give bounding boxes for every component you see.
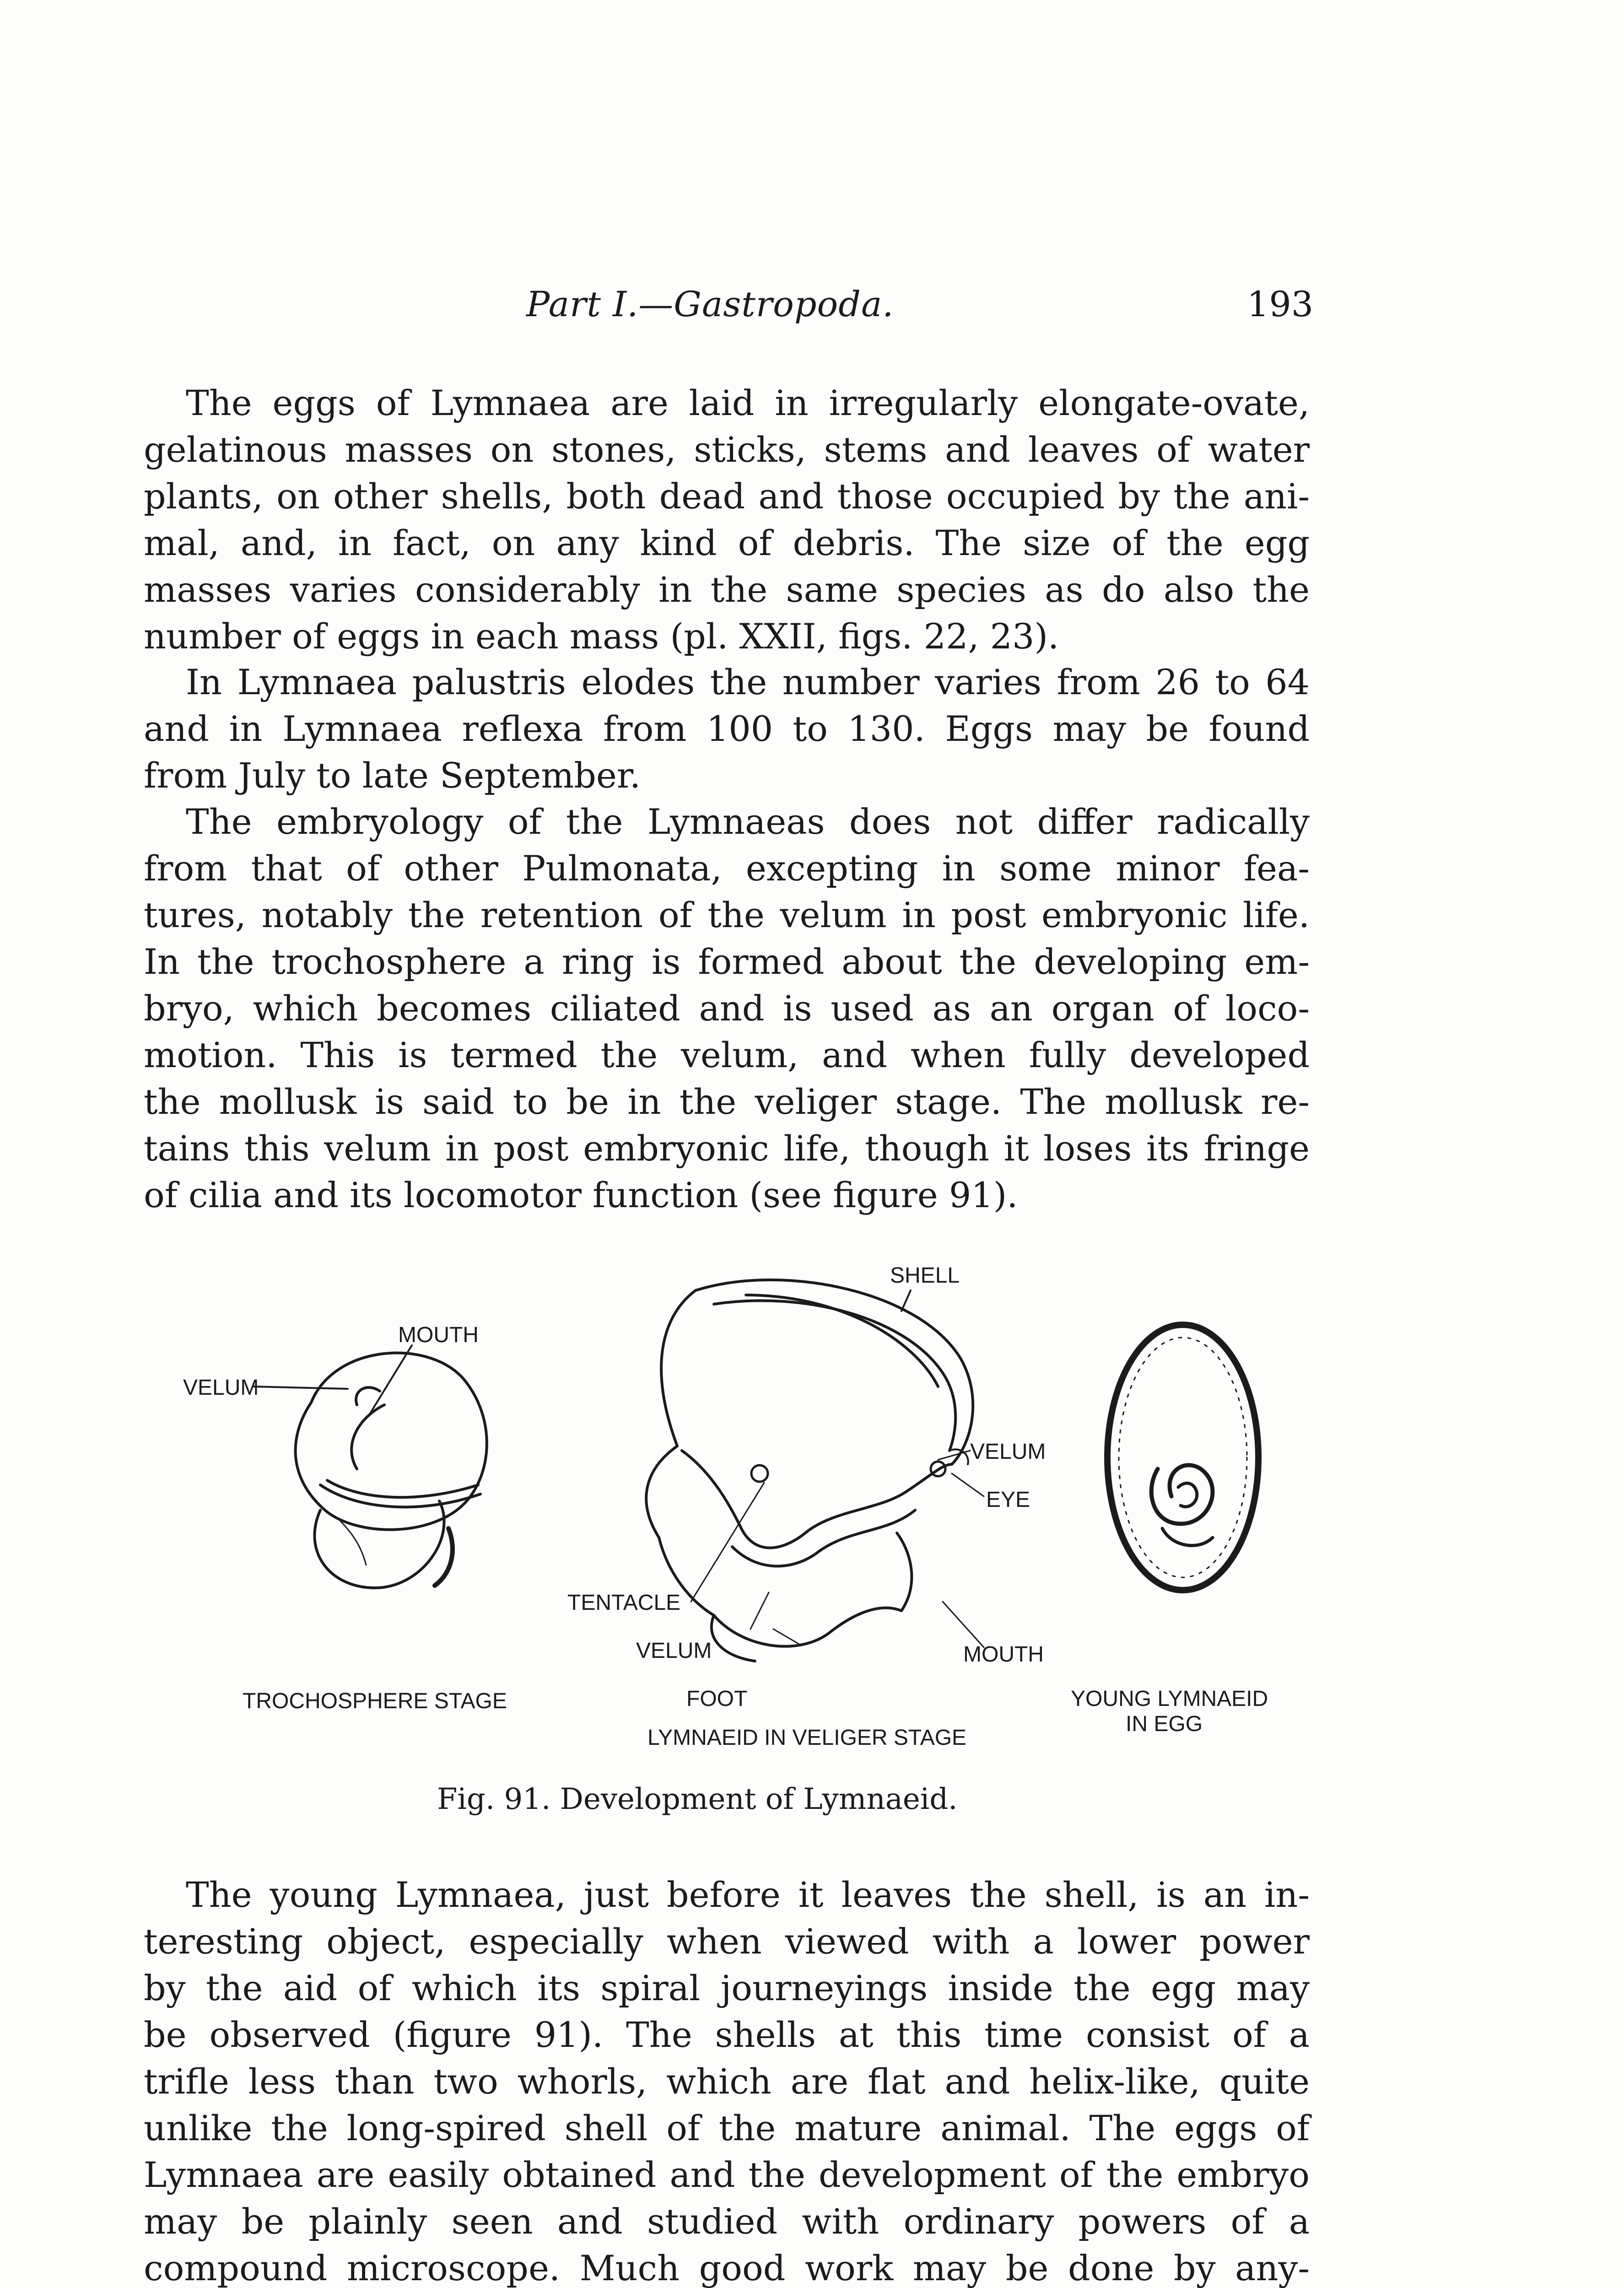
label-mouth-right: MOUTH [963, 1642, 1044, 1667]
text-line: mal, and, in fact, on any kind of debris. The size of the egg [144, 523, 1310, 563]
page-number: 193 [1247, 284, 1314, 324]
label-mouth-left: MOUTH [398, 1323, 479, 1347]
text-line: compound microscope. Much good work may be done by any- [144, 2248, 1310, 2288]
text-line: of cilia and its locomotor function (see figure 91). [144, 1175, 1018, 1215]
paragraph-embryology [144, 799, 1310, 1219]
text-line: gelatinous masses on stones, sticks, stems and leaves of water [144, 429, 1310, 470]
text-line: be observed (figure 91). The shells at this time consist of a [144, 2014, 1310, 2055]
text-line: number of eggs in each mass (pl. XXII, figs. 22, 23). [144, 616, 1059, 657]
figure-illustration [165, 1254, 1309, 1757]
label-trochosphere: TROCHOSPHERE STAGE [243, 1689, 507, 1713]
text-line: bryo, which becomes ciliated and is used as an organ of loco- [144, 988, 1310, 1029]
text-line: motion. This is termed the velum, and when fully developed [144, 1035, 1310, 1075]
text-line: masses varies considerably in the same species as do also the [144, 569, 1310, 610]
label-velum-left: VELUM [183, 1376, 259, 1400]
text-line: In the trochosphere a ring is formed about the developing em- [144, 941, 1310, 982]
paragraph-eggs [144, 380, 1310, 660]
label-velum-right: VELUM [970, 1440, 1046, 1464]
text-line: and in Lymnaea reflexa from 100 to 130. Eggs may be found [144, 708, 1310, 749]
veliger-drawing [646, 1280, 984, 1661]
text-line: The eggs of Lymnaea are laid in irregularly elongate-ovate, [186, 383, 1310, 423]
text-line: plants, on other shells, both dead and those occupied by the ani- [144, 476, 1310, 517]
trochosphere-drawing [254, 1345, 487, 1588]
text-line: the mollusk is said to be in the veliger stage. The mollusk re- [144, 1081, 1310, 1122]
text-line: In Lymnaea palustris elodes the number varies from 26 to 64 [186, 662, 1310, 702]
figure-caption: Fig. 91. Development of Lymnaeid. [437, 1782, 958, 1816]
paragraph-young-lymnaea [144, 1872, 1310, 2288]
label-foot: FOOT [686, 1687, 748, 1711]
text-line: from July to late September. [144, 755, 641, 796]
label-eye: EYE [986, 1488, 1031, 1512]
text-line: may be plainly seen and studied with ordinary powers of a [144, 2201, 1310, 2242]
text-line: teresting object, especially when viewed with a lower power [144, 1921, 1310, 1962]
label-young-lymnaeid: YOUNG LYMNAEID [1071, 1687, 1268, 1711]
figure-91 [165, 1254, 1309, 1757]
label-shell: SHELL [890, 1263, 960, 1288]
label-tentacle: TENTACLE [567, 1591, 681, 1615]
text-line: by the aid of which its spiral journeyings inside the egg may [144, 1968, 1310, 2008]
text-line: tains this velum in post embryonic life, though it loses its fringe [144, 1128, 1310, 1169]
label-veliger: LYMNAEID IN VELIGER STAGE [647, 1726, 967, 1750]
egg-drawing [1107, 1325, 1258, 1590]
text-line: from that of other Pulmonata, excepting in some minor fea- [144, 848, 1310, 889]
text-line: The young Lymnaea, just before it leaves the shell, is an in- [186, 1874, 1310, 1915]
text-line: unlike the long-spired shell of the mature animal. The eggs of [144, 2108, 1310, 2148]
label-in-egg: IN EGG [1126, 1712, 1203, 1736]
label-velum-bottom: VELUM [636, 1639, 712, 1663]
text-line: tures, notably the retention of the velum in post embryonic life. [144, 895, 1310, 935]
text-line: Lymnaea are easily obtained and the development of the embryo [144, 2154, 1310, 2195]
text-line: The embryology of the Lymnaeas does not differ radically [186, 801, 1310, 842]
text-line: trifle less than two whorls, which are flat and helix-like, quite [144, 2061, 1310, 2102]
paragraph-egg-count [144, 659, 1310, 799]
running-head: Part I.—Gastropoda. [526, 284, 894, 324]
